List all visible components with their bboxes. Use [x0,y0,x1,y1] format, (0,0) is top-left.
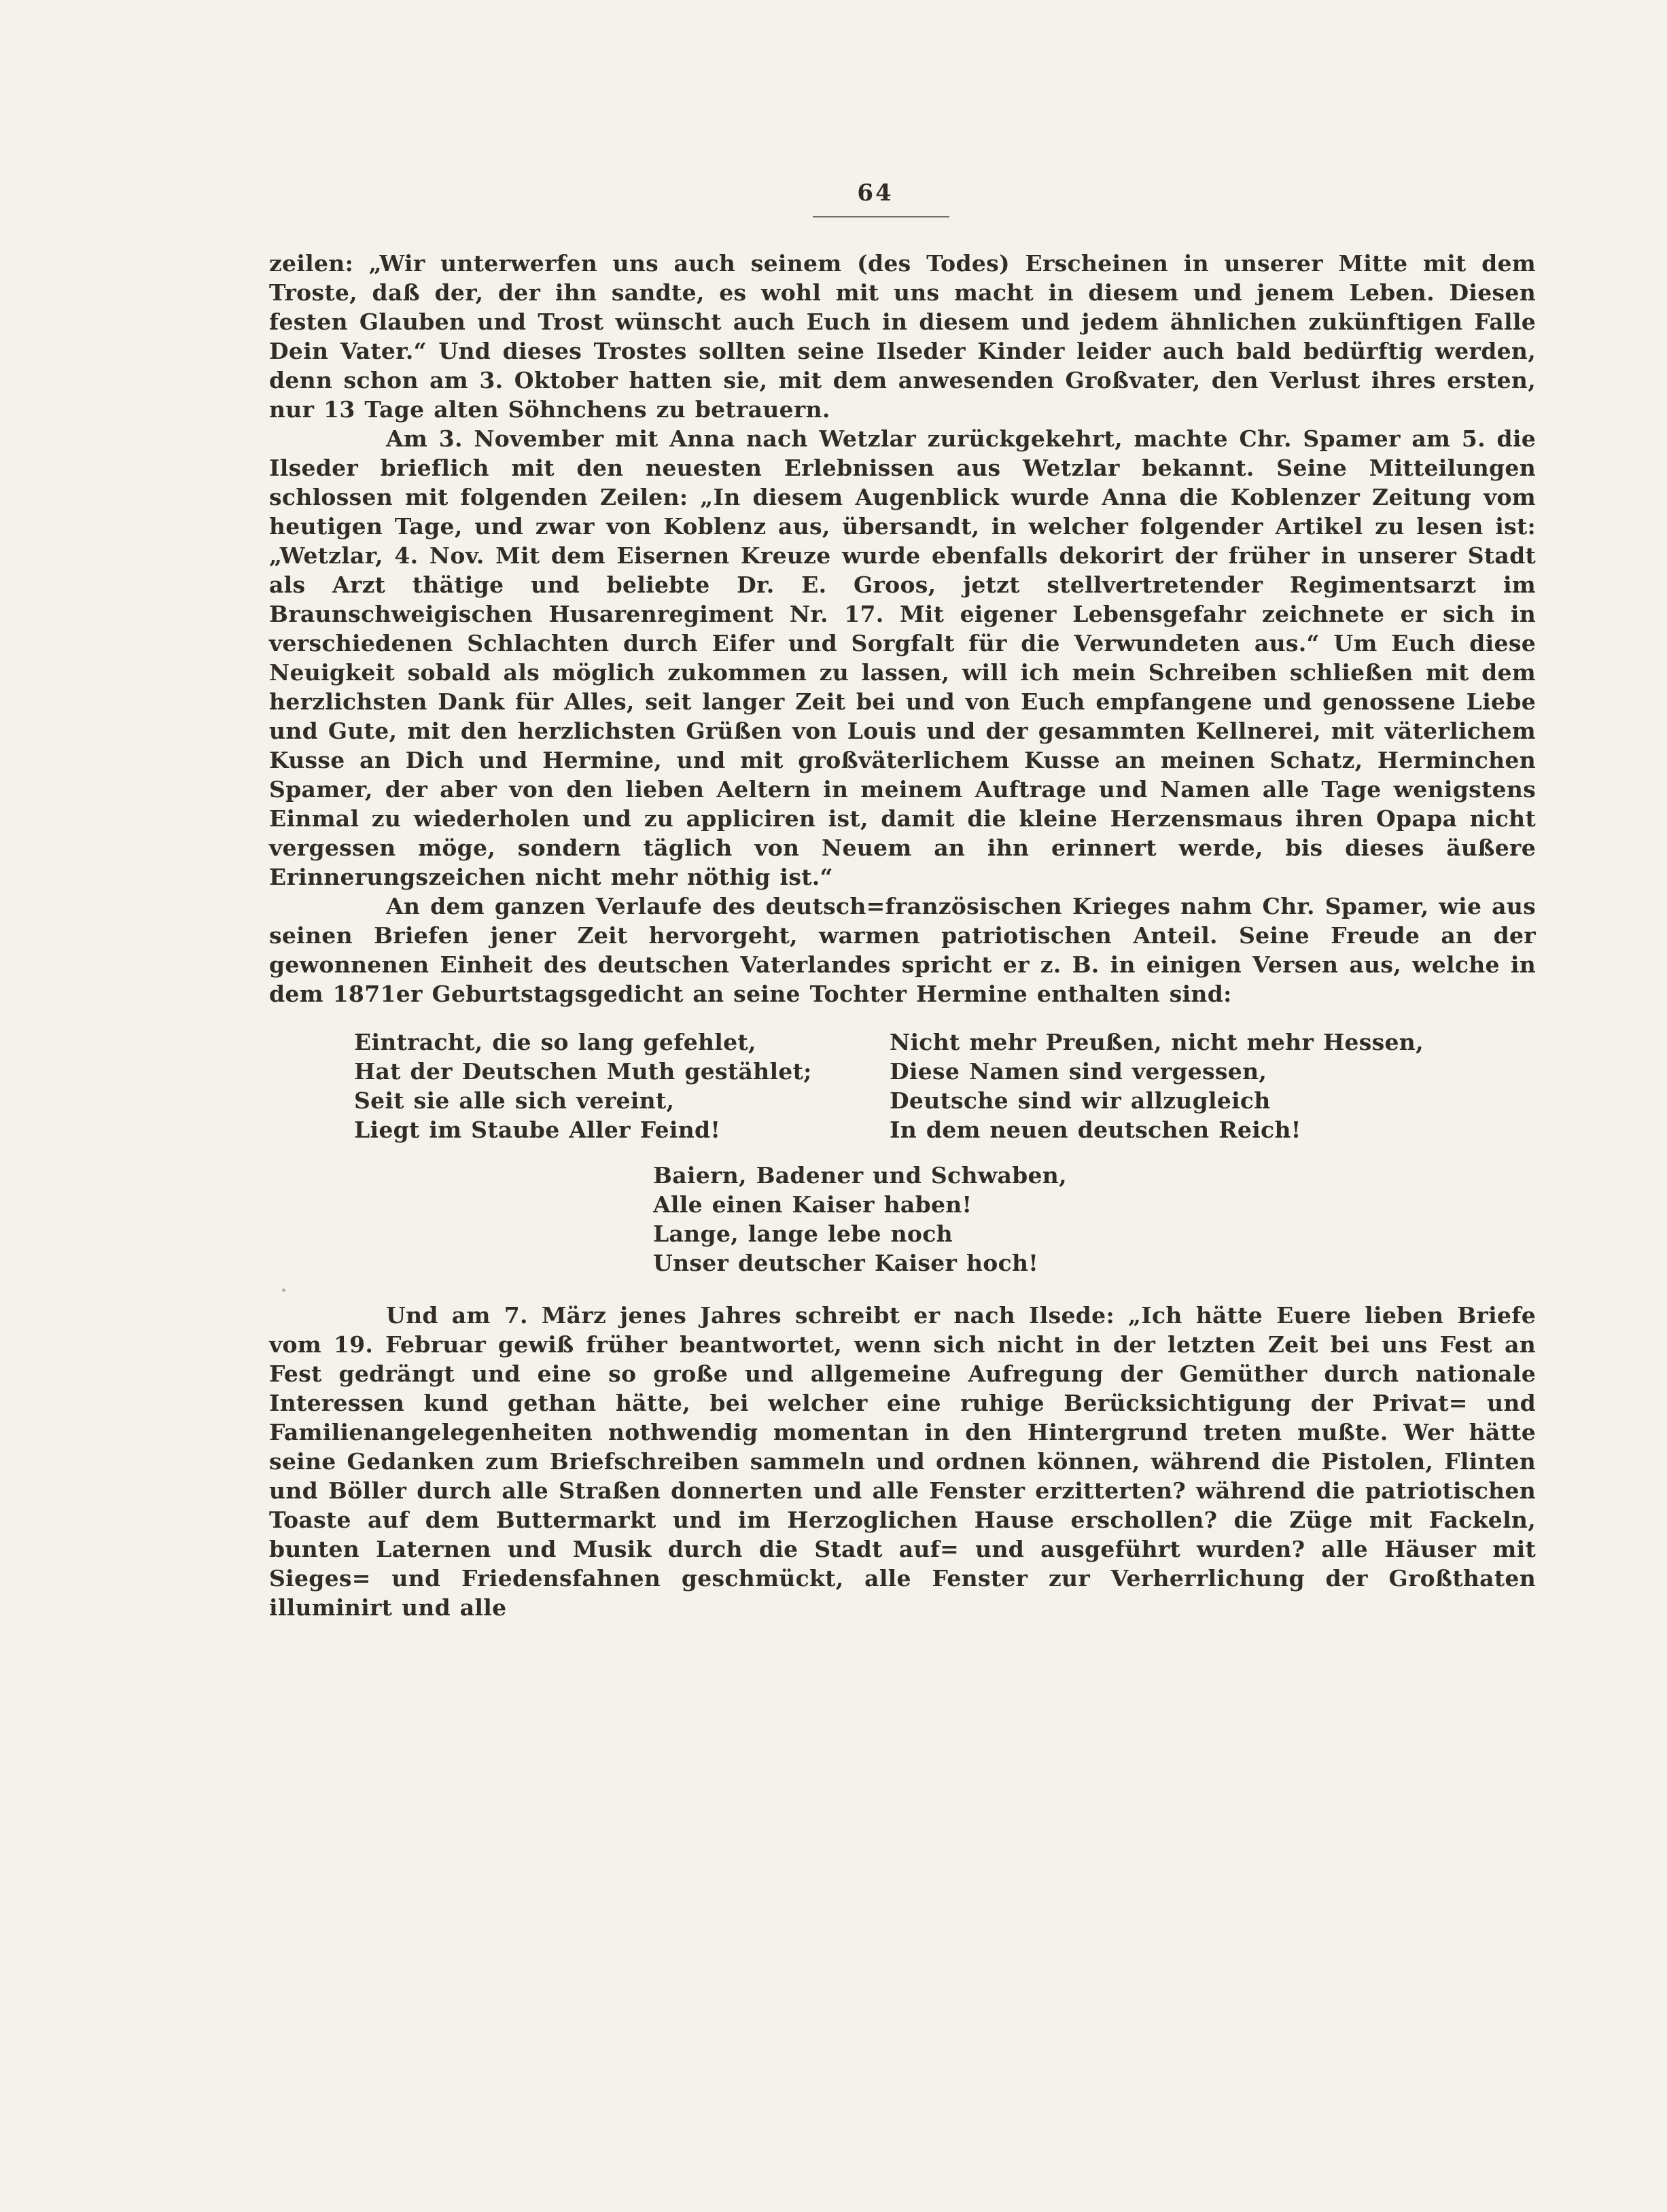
page-number-rule [813,216,949,217]
paragraph-march-letter: Und am 7. März jenes Jahres schreibt er nach Ilsede: „Ich hätte Euere lieben Briefe vom 19. Februar gewiß früher beantwortet, wenn sich nicht in der letzten Zeit bei uns Fest an Fest gedrängt und eine so große und allgemeine Aufregung der Gemüther durch nationale Interessen kund gethan hätte, bei welcher eine ruhige Berücksichtigung der Privat= und Familienangelegenheiten nothwendig momentan in den Hintergrund treten mußte. Wer hätte seine Gedanken zum Briefschreiben sammeln und ordnen können, während die Pistolen, Flinten und Böller durch alle Straßen donnerten und alle Fenster erzitterten? während die patriotischen Toaste auf dem Buttermarkt und im Herzoglichen Hause erschollen? die Züge mit Fackeln, bunten Laternen und Musik durch die Stadt auf= und ausgeführt wurden? alle Häuser mit Sieges= und Friedensfahnen geschmückt, alle Fenster zur Verherrlichung der Großthaten illuminirt und alle [269,1302,1536,1621]
page-number: 64 [857,179,894,207]
poem-line: Nicht mehr Preußen, nicht mehr Hessen, [890,1029,1424,1055]
paragraph-patriotic-intro: An dem ganzen Verlaufe des deutsch=französischen Krieges nahm Chr. Spamer, wie aus seinen Briefen jener Zeit hervorgeht, warmen patriotischen Anteil. Seine Freude an der gewonnenen Einheit des deutschen Vaterlandes spricht er z. B. in einigen Versen aus, welche in dem 1871er Geburtstagsgedicht an seine Tochter Hermine enthalten sind: [269,893,1536,1007]
poem-line: In dem neuen deutschen Reich! [890,1117,1301,1143]
poem-line: Alle einen Kaiser haben! [653,1191,972,1218]
poem-line: Eintracht, die so lang gefehlet, [354,1029,756,1055]
poem-line: Unser deutscher Kaiser hoch! [653,1250,1039,1276]
poem-stanza-center [653,1161,1536,1278]
poem-line: Hat der Deutschen Muth gestählet; [354,1058,812,1085]
text-block [269,249,1536,1622]
scan-artifact-dot [282,1288,285,1292]
poem-line: Seit sie alle sich vereint, [354,1087,675,1114]
paragraph-letter-wetzlar: Am 3. November mit Anna nach Wetzlar zurückgekehrt, machte Chr. Spamer am 5. die Ilseder brieflich mit den neuesten Erlebnissen aus Wetzlar bekannt. Seine Mitteilungen schlossen mit folgenden Zeilen: „In diesem Augenblick wurde Anna die Koblenzer Zeitung vom heutigen Tage, und zwar von Koblenz aus, übersandt, in welcher folgender Artikel zu lesen ist: „Wetzlar, 4. Nov. Mit dem Eisernen Kreuze wurde ebenfalls dekorirt der früher in unserer Stadt als Arzt thätige und beliebte Dr. E. Groos, jetzt stellvertretender Regimentsarzt im Braunschweigischen Husarenregiment Nr. 17. Mit eigener Lebensgefahr zeichnete er sich in verschiedenen Schlachten durch Eifer und Sorgfalt für die Verwundeten aus.“ Um Euch diese Neuigkeit sobald als möglich zukommen zu lassen, will ich mein Schreiben schließen mit dem herzlichsten Dank für Alles, seit langer Zeit bei und von Euch empfangene und genossene Liebe und Gute, mit den herzlichsten Grüßen von Louis und der gesammten Kellnerei, mit väterlichem Kusse an Dich und Hermine, und mit großväterlichem Kusse an meinen Schatz, Herminchen Spamer, der aber von den lieben Aeltern in meinem Auftrage und Namen alle Tage wenigstens Einmal zu wiederholen und zu appliciren ist, damit die kleine Herzensmaus ihren Opapa nicht vergessen möge, sondern täglich von Neuem an ihn erinnert werde, bis dieses äußere Erinnerungszeichen nicht mehr nöthig ist.“ [269,425,1536,890]
poem-line: Lange, lange lebe noch [653,1221,953,1247]
poem-line: Deutsche sind wir allzugleich [890,1087,1271,1114]
paragraph-continuation: zeilen: „Wir unterwerfen uns auch seinem (des Todes) Erscheinen in unserer Mitte mit dem Troste, daß der, der ihn sandte, es wohl mit uns macht in diesem und jenem Leben. Diesen festen Glauben und Trost wünscht auch Euch in diesem und jedem ähnlichen zukünftigen Falle Dein Vater.“ Und dieses Trostes sollten seine Ilseder Kinder leider auch bald bedürftig werden, denn schon am 3. Oktober hatten sie, mit dem anwesenden Großvater, den Verlust ihres ersten, nur 13 Tage alten Söhnchens zu betrauern. [269,250,1536,423]
poem-line: Liegt im Staube Aller Feind! [354,1117,721,1143]
poem-stanza-left [354,1028,890,1144]
poem-line: Baiern, Badener und Schwaben, [653,1162,1067,1189]
poem-line: Diese Namen sind vergessen, [890,1058,1267,1085]
poem-two-columns [354,1028,1536,1144]
poem-stanza-right [890,1028,1424,1144]
